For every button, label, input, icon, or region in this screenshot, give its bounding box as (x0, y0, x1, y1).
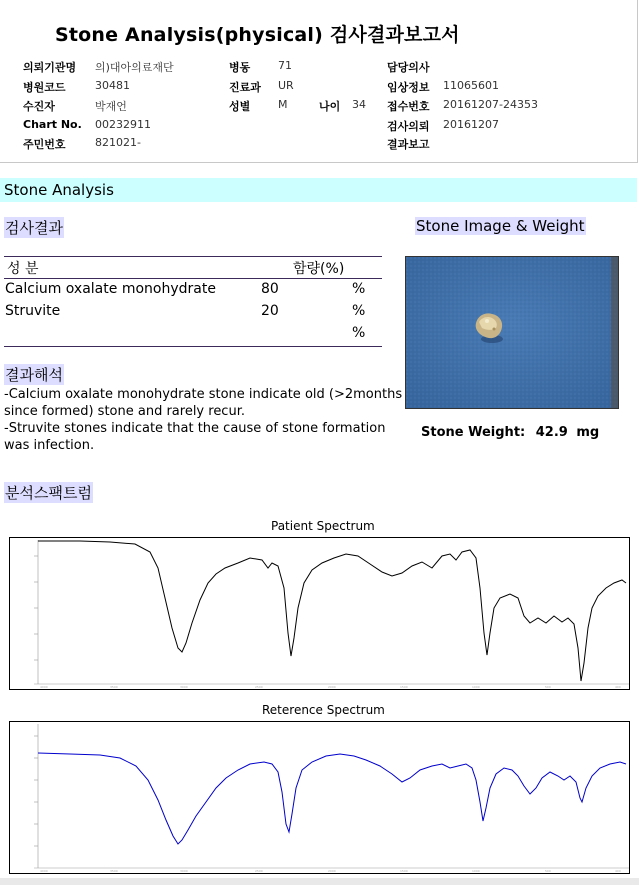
svg-text:400: 400 (615, 869, 621, 873)
svg-text:2500: 2500 (255, 869, 263, 873)
table-header-rule (4, 278, 382, 279)
info-label: 병원코드 (23, 81, 66, 94)
info-label: 주민번호 (23, 138, 66, 151)
col-component-header: 성 분 (7, 261, 39, 277)
reference-spectrum-title: Reterence Spectrum (262, 703, 385, 717)
info-value: 30481 (95, 79, 130, 92)
stone-heading: Stone Image & Weight (416, 217, 585, 235)
info-label: 검사의뢰 (387, 120, 430, 133)
weight-unit: mg (576, 425, 600, 440)
svg-text:500: 500 (545, 869, 551, 873)
info-label: 수진자 (23, 100, 55, 113)
svg-text:3500: 3500 (110, 685, 118, 689)
bottom-bar (0, 878, 639, 885)
col-content-header: 함량(%) (293, 261, 345, 277)
report-title: Stone Analysis(physical) 검사결과보고서 (55, 24, 460, 46)
svg-text:500: 500 (545, 685, 551, 689)
info-label: 진료과 (229, 81, 261, 94)
table-bottom-rule (4, 346, 382, 347)
info-label: 접수번호 (387, 100, 430, 113)
results-heading: 검사결과 (5, 219, 63, 237)
info-label: 임상정보 (387, 81, 430, 94)
svg-text:1500: 1500 (400, 685, 408, 689)
patient-spectrum-title: Patient Spectrum (271, 519, 375, 533)
svg-text:4000: 4000 (40, 869, 48, 873)
info-label: 성별 (229, 100, 251, 113)
age-value: 34 (352, 98, 366, 111)
reference-spectrum-plot (9, 721, 630, 874)
svg-text:4000: 4000 (40, 685, 48, 689)
component-name: Calcium oxalate monohydrate (5, 281, 216, 297)
age-label: 나이 (319, 100, 341, 113)
stone-weight (421, 425, 599, 440)
component-value: 20 (261, 303, 279, 319)
info-value: 20161207-24353 (443, 98, 538, 111)
component-name: Struvite (5, 303, 61, 319)
info-value: 11065601 (443, 79, 499, 92)
section-bar (0, 178, 637, 202)
info-label: 병동 (229, 61, 251, 74)
table-top-rule (4, 256, 382, 257)
section-title: Stone Analysis (4, 181, 114, 199)
patient-spectrum-plot (9, 537, 630, 690)
info-value: 00232911 (95, 118, 151, 131)
interpretation-line: -Struvite stones indicate that the cause of stone formation was infection. (4, 421, 386, 453)
info-value: UR (278, 79, 294, 92)
spectrum-heading: 분석스팩트럼 (5, 484, 92, 502)
component-unit: % (352, 303, 366, 319)
svg-text:3500: 3500 (110, 869, 118, 873)
stone-photo (405, 256, 619, 409)
info-value: M (278, 98, 288, 111)
svg-text:2000: 2000 (328, 869, 336, 873)
interpretation-heading: 결과해석 (5, 366, 63, 384)
svg-text:2500: 2500 (255, 685, 263, 689)
svg-text:1500: 1500 (400, 869, 408, 873)
info-value: 821021- (95, 136, 141, 149)
info-value: 의)대아의료재단 (95, 61, 174, 74)
svg-text:3000: 3000 (180, 685, 188, 689)
info-label: 결과보고 (387, 138, 430, 151)
svg-text:400: 400 (615, 685, 621, 689)
interpretation-line: -Calcium oxalate monohydrate stone indicate old (>2months since formed) stone and rarely recur. (4, 387, 403, 419)
svg-text:2000: 2000 (328, 685, 336, 689)
svg-text:1000: 1000 (472, 869, 480, 873)
info-label: 담당의사 (387, 61, 430, 74)
svg-text:1000: 1000 (472, 685, 480, 689)
info-value: 20161207 (443, 118, 499, 131)
component-unit: % (352, 281, 366, 297)
component-value: 80 (261, 281, 279, 297)
info-label: 의뢰기관명 (23, 61, 77, 74)
weight-label: Stone Weight: (421, 425, 526, 440)
info-value: 박재언 (95, 100, 127, 113)
report-header (0, 0, 638, 163)
component-unit: % (352, 325, 366, 341)
svg-text:3000: 3000 (180, 869, 188, 873)
info-label: Chart No. (23, 118, 82, 131)
weight-value: 42.9 (535, 425, 568, 440)
info-value: 71 (278, 59, 292, 72)
